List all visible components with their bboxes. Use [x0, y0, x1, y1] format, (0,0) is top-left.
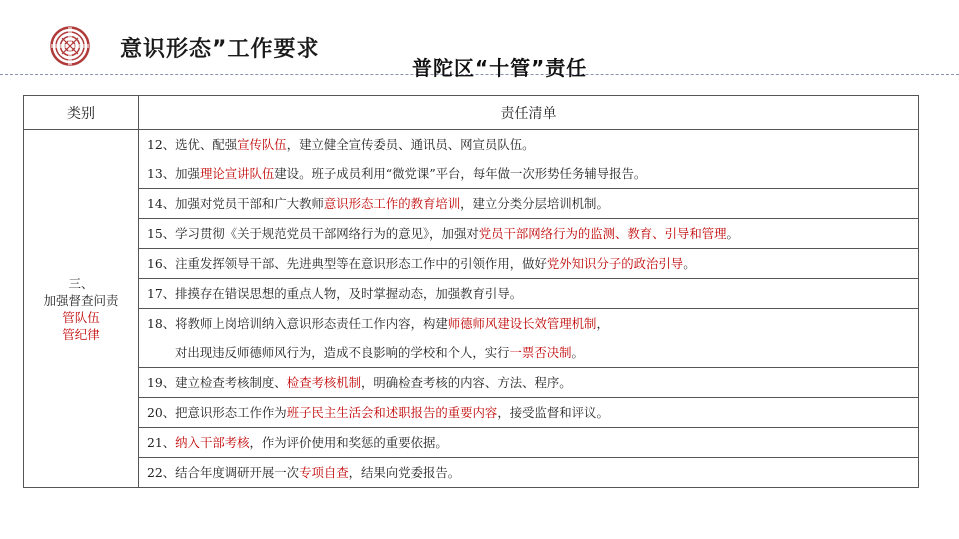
table-row [24, 130, 919, 189]
body-text: 15、学习贯彻《关于规范党员干部网络行为的意见》，加强对 [147, 226, 479, 241]
responsibility-line [147, 189, 918, 218]
highlight-text: 纳入干部考核 [175, 435, 250, 450]
responsibility-line [147, 159, 918, 188]
category-title: 加强督查问责 [43, 292, 119, 308]
body-text: 18、将教师上岗培训纳入意识形态责任工作内容，构建 [147, 316, 448, 331]
responsibility-line [147, 279, 918, 308]
responsibility-cell [139, 428, 919, 458]
highlight-text: 检查考核机制 [286, 375, 362, 390]
table-row [24, 458, 919, 488]
body-text: 对出现违反师德师风行为，造成不良影响的学校和个人，实行 [175, 345, 510, 360]
body-text: 13、加强 [147, 166, 200, 181]
responsibility-line [147, 368, 918, 397]
responsibility-cell [139, 368, 919, 398]
responsibility-cell [139, 130, 919, 189]
category-sub-discipline: 管纪律 [62, 326, 100, 342]
highlight-text: 专项自查 [299, 465, 349, 480]
body-text: 20、把意识形态工作作为 [147, 405, 287, 420]
column-header-category: 类别 [24, 96, 139, 130]
body-text: 建设。班子成员利用“微党课”平台，每年做一次形势任务辅导报告。 [274, 166, 647, 181]
highlight-text: 理论宣讲队伍 [199, 166, 275, 181]
responsibility-line [147, 219, 918, 248]
section-title: 意识形态”工作要求 [120, 37, 320, 62]
responsibility-cell [139, 458, 919, 488]
highlight-text: 宣传队伍 [237, 137, 287, 152]
responsibility-line [147, 428, 918, 457]
category-sub-team: 管队伍 [62, 309, 100, 325]
table-row [24, 398, 919, 428]
responsibility-table [23, 95, 919, 488]
responsibility-line [147, 338, 918, 367]
responsibility-line [147, 249, 918, 278]
body-text: ，结果向党委报告。 [348, 465, 461, 480]
body-text: ， [596, 316, 609, 331]
body-text: 14、加强对党员干部和广大教师 [147, 196, 324, 211]
responsibility-cell [139, 309, 919, 368]
highlight-text: 班子民主生活会和述职报告的重要内容 [286, 405, 498, 420]
table-row [24, 428, 919, 458]
highlight-text: 师德师风建设长效管理机制 [447, 316, 597, 331]
table-row [24, 219, 919, 249]
highlight-text: 一票否决制 [509, 345, 572, 360]
table-row [24, 279, 919, 309]
category-cell [24, 130, 139, 488]
table-row [24, 189, 919, 219]
responsibility-cell [139, 398, 919, 428]
body-text: 17、排摸存在错误思想的重点人物，及时掌握动态，加强教育引导。 [147, 286, 523, 301]
responsibility-cell [139, 249, 919, 279]
body-text: 。 [683, 256, 696, 271]
page-title: 普陀区“十管”责任 [412, 56, 588, 80]
body-text: ，建立分类分层培训机制。 [460, 196, 609, 211]
body-text: 。 [726, 226, 739, 241]
responsibility-line [147, 398, 918, 427]
body-text: ，作为评价使用和奖惩的重要依据。 [249, 435, 448, 450]
body-text: 19、建立检查考核制度、 [147, 375, 287, 390]
body-text: ，接受监督和评议。 [497, 405, 609, 420]
highlight-text: 意识形态工作的教育培训 [323, 196, 461, 211]
responsibility-cell [139, 279, 919, 309]
table-row [24, 368, 919, 398]
table-row [24, 249, 919, 279]
category-number: 三、 [68, 275, 94, 291]
body-text: 16、注重发挥领导干部、先进典型等在意识形态工作中的引领作用，做好 [147, 256, 547, 271]
body-text: 12、选优、配强 [147, 137, 238, 152]
highlight-text: 党员干部网络行为的监测、教育、引导和管理 [478, 226, 727, 241]
highlight-text: 党外知识分子的政治引导 [546, 256, 684, 271]
body-text: 22、结合年度调研开展一次 [147, 465, 300, 480]
body-text: 21、 [147, 435, 176, 450]
responsibility-line [147, 309, 918, 338]
body-text: ，明确检查考核的内容、方法、程序。 [361, 375, 572, 390]
body-text: 。 [571, 345, 584, 360]
responsibility-cell [139, 189, 919, 219]
responsibility-line [147, 458, 918, 487]
column-header-list: 责任清单 [139, 96, 919, 130]
table-row [24, 309, 919, 368]
table-header-row [24, 96, 919, 130]
responsibility-line [147, 130, 918, 159]
seal-emblem-icon [50, 26, 90, 66]
responsibility-cell [139, 219, 919, 249]
body-text: ，建立健全宣传委员、通讯员、网宣员队伍。 [286, 137, 535, 152]
